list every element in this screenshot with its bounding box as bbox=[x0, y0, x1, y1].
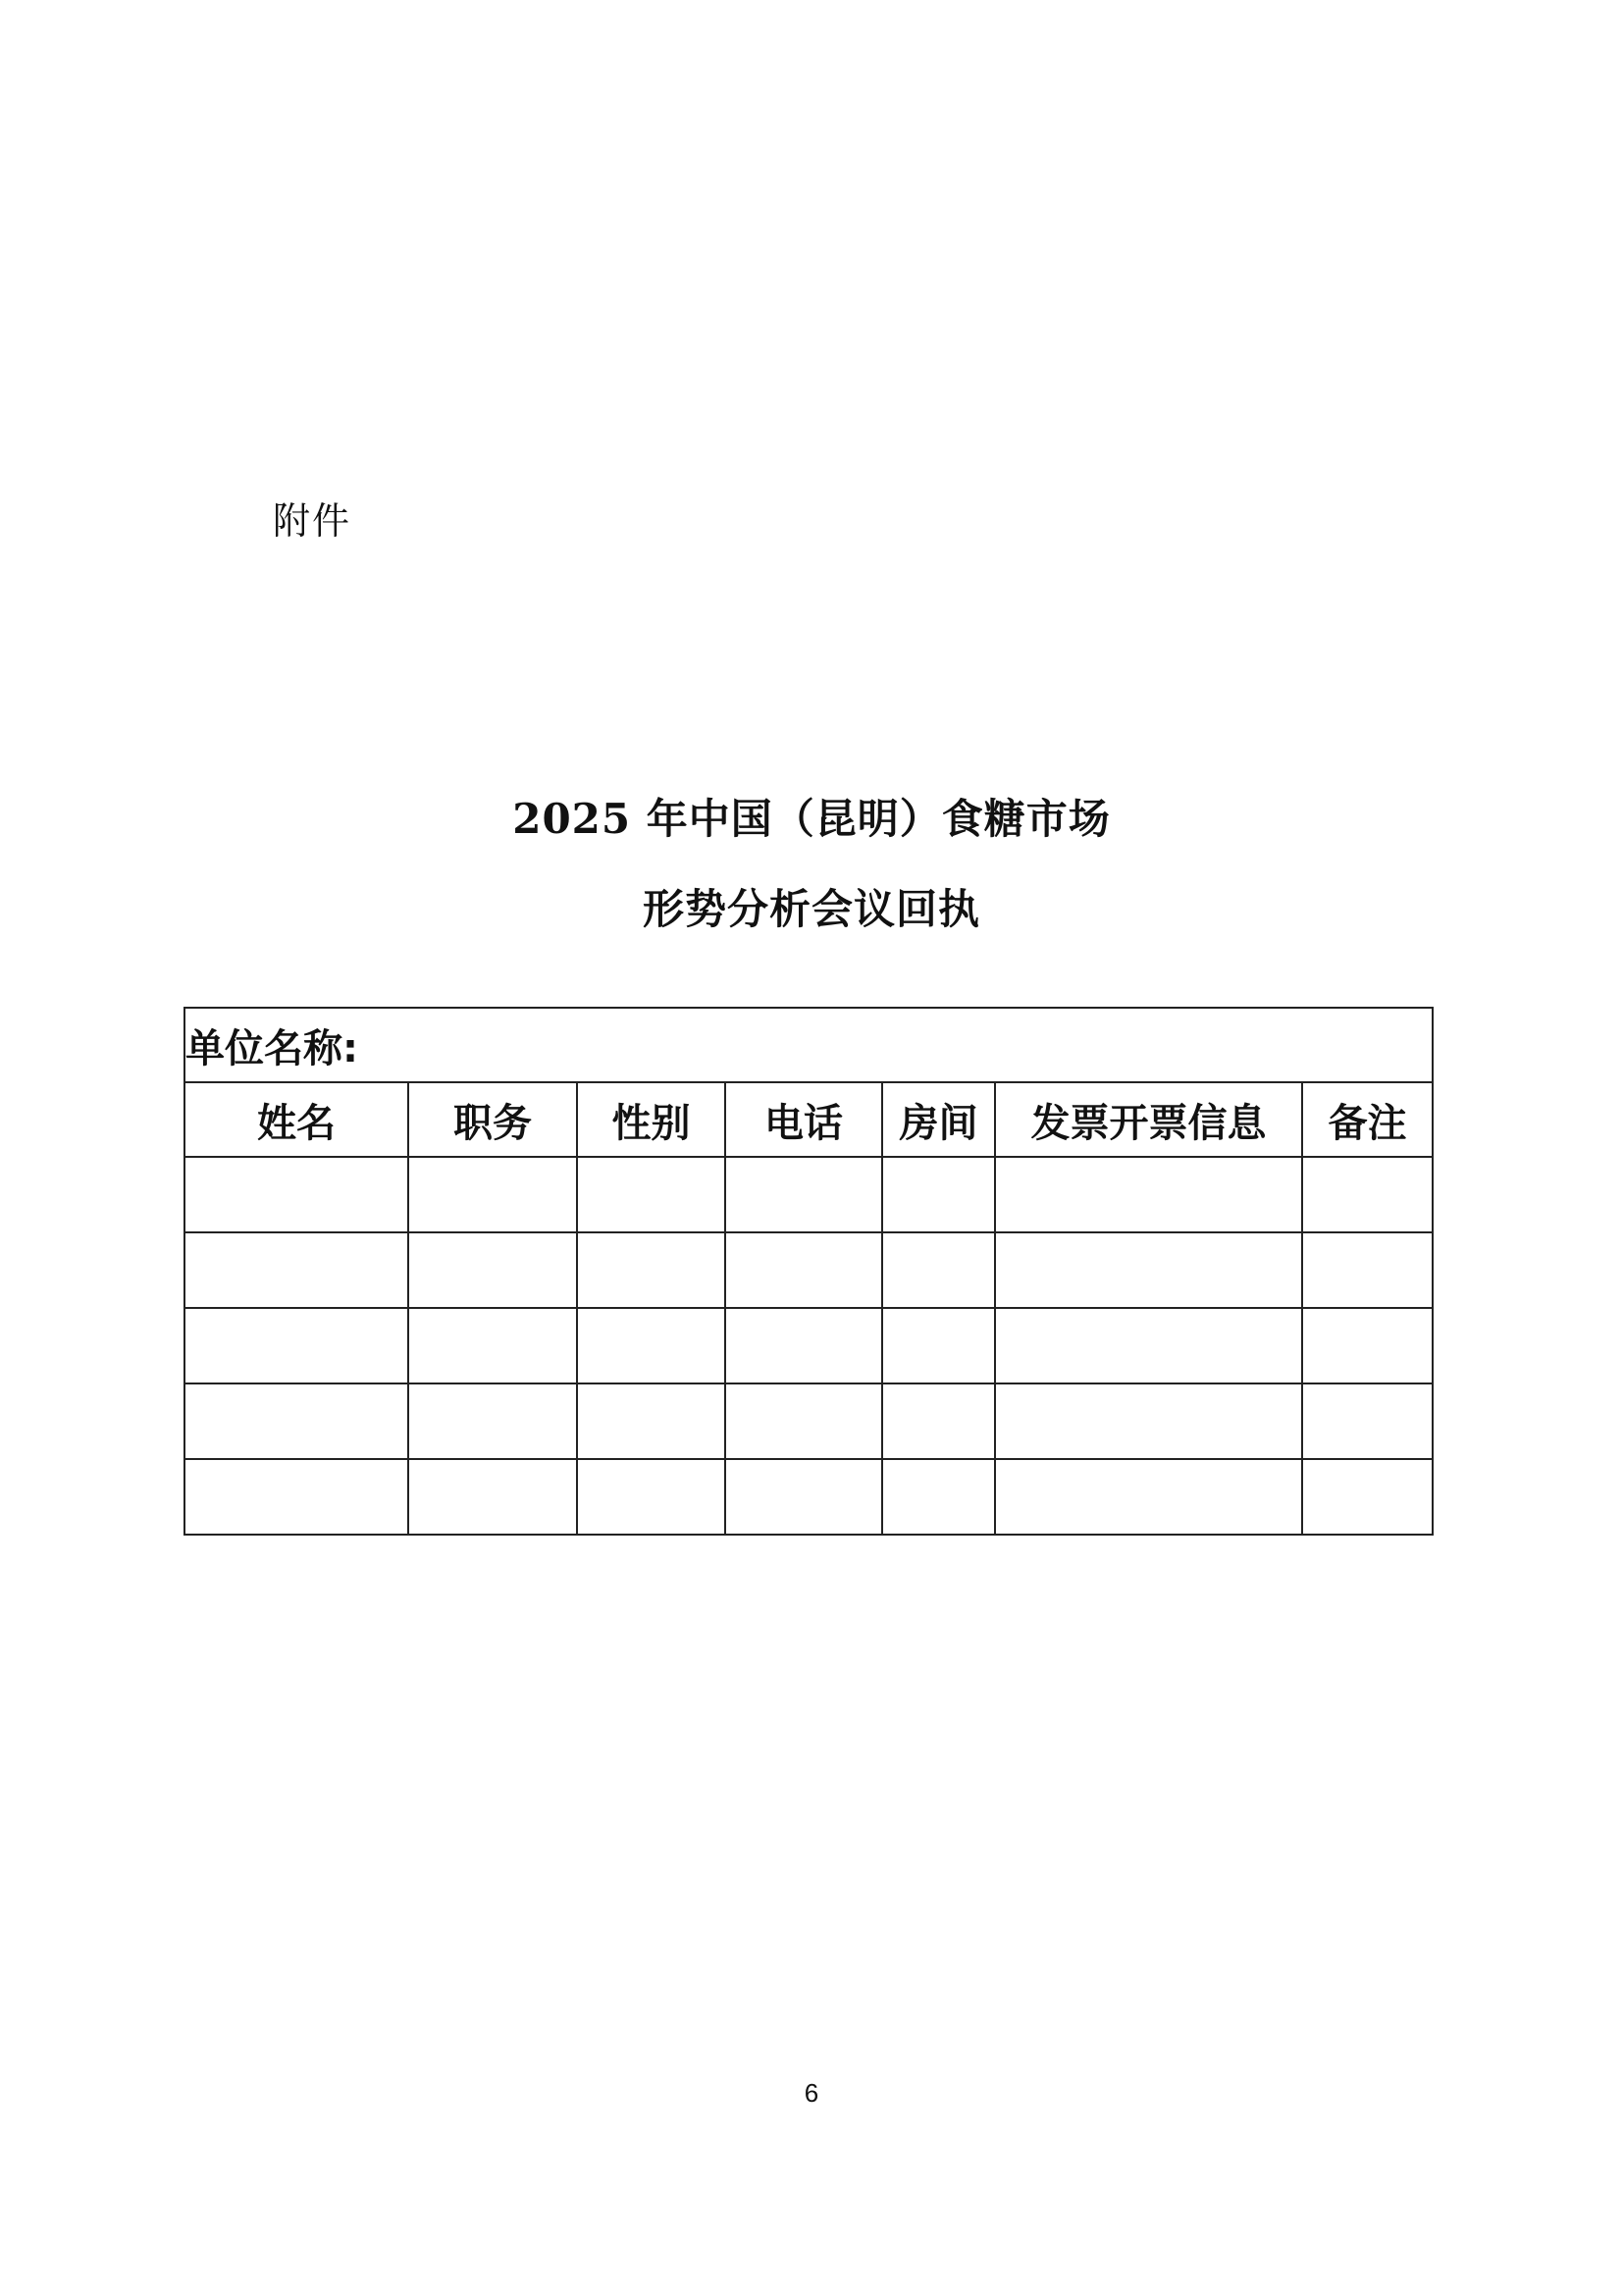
column-header-gender: 性别 bbox=[577, 1082, 725, 1157]
table-cell[interactable] bbox=[1302, 1232, 1433, 1308]
table-cell[interactable] bbox=[995, 1232, 1302, 1308]
table-cell[interactable] bbox=[995, 1459, 1302, 1535]
table-cell[interactable] bbox=[882, 1232, 995, 1308]
document-title-line2: 形势分析会议回执 bbox=[642, 885, 980, 933]
table-cell[interactable] bbox=[184, 1232, 408, 1308]
unit-name-label: 单位名称: bbox=[184, 1008, 1433, 1082]
table-cell[interactable] bbox=[408, 1383, 577, 1459]
table-cell[interactable] bbox=[1302, 1383, 1433, 1459]
table-cell[interactable] bbox=[882, 1459, 995, 1535]
unit-name-row bbox=[184, 1008, 1433, 1082]
column-header-invoice-info: 发票开票信息 bbox=[995, 1082, 1302, 1157]
table-cell[interactable] bbox=[995, 1157, 1302, 1232]
table-row bbox=[184, 1157, 1433, 1232]
table-cell[interactable] bbox=[577, 1308, 725, 1383]
table-cell[interactable] bbox=[725, 1308, 882, 1383]
column-header-phone: 电话 bbox=[725, 1082, 882, 1157]
table-cell[interactable] bbox=[882, 1383, 995, 1459]
table-row bbox=[184, 1232, 1433, 1308]
table-cell[interactable] bbox=[995, 1308, 1302, 1383]
page-number: 6 bbox=[804, 2078, 819, 2108]
table-cell[interactable] bbox=[577, 1383, 725, 1459]
table-cell[interactable] bbox=[725, 1232, 882, 1308]
table-cell[interactable] bbox=[184, 1157, 408, 1232]
table-cell[interactable] bbox=[577, 1157, 725, 1232]
table-cell[interactable] bbox=[408, 1232, 577, 1308]
table-cell[interactable] bbox=[882, 1157, 995, 1232]
attachment-label: 附件 bbox=[273, 499, 352, 543]
table-row bbox=[184, 1459, 1433, 1535]
column-header-name: 姓名 bbox=[184, 1082, 408, 1157]
column-header-room: 房间 bbox=[882, 1082, 995, 1157]
table-cell[interactable] bbox=[725, 1157, 882, 1232]
table-cell[interactable] bbox=[725, 1459, 882, 1535]
column-header-remarks: 备注 bbox=[1302, 1082, 1433, 1157]
table-cell[interactable] bbox=[184, 1308, 408, 1383]
table-cell[interactable] bbox=[1302, 1157, 1433, 1232]
table-row bbox=[184, 1383, 1433, 1459]
receipt-form-table bbox=[183, 1007, 1434, 1536]
table-cell[interactable] bbox=[577, 1459, 725, 1535]
table-cell[interactable] bbox=[725, 1383, 882, 1459]
table-cell[interactable] bbox=[577, 1232, 725, 1308]
table-cell[interactable] bbox=[408, 1459, 577, 1535]
table-row bbox=[184, 1308, 1433, 1383]
table-cell[interactable] bbox=[995, 1383, 1302, 1459]
table-cell[interactable] bbox=[408, 1157, 577, 1232]
table-cell[interactable] bbox=[184, 1459, 408, 1535]
table-cell[interactable] bbox=[408, 1308, 577, 1383]
table-cell[interactable] bbox=[1302, 1459, 1433, 1535]
column-header-position: 职务 bbox=[408, 1082, 577, 1157]
table-header-row bbox=[184, 1082, 1433, 1157]
document-title-line1: 2025 年中国（昆明）食糖市场 bbox=[512, 795, 1111, 843]
table-cell[interactable] bbox=[882, 1308, 995, 1383]
table-cell[interactable] bbox=[184, 1383, 408, 1459]
table-cell[interactable] bbox=[1302, 1308, 1433, 1383]
